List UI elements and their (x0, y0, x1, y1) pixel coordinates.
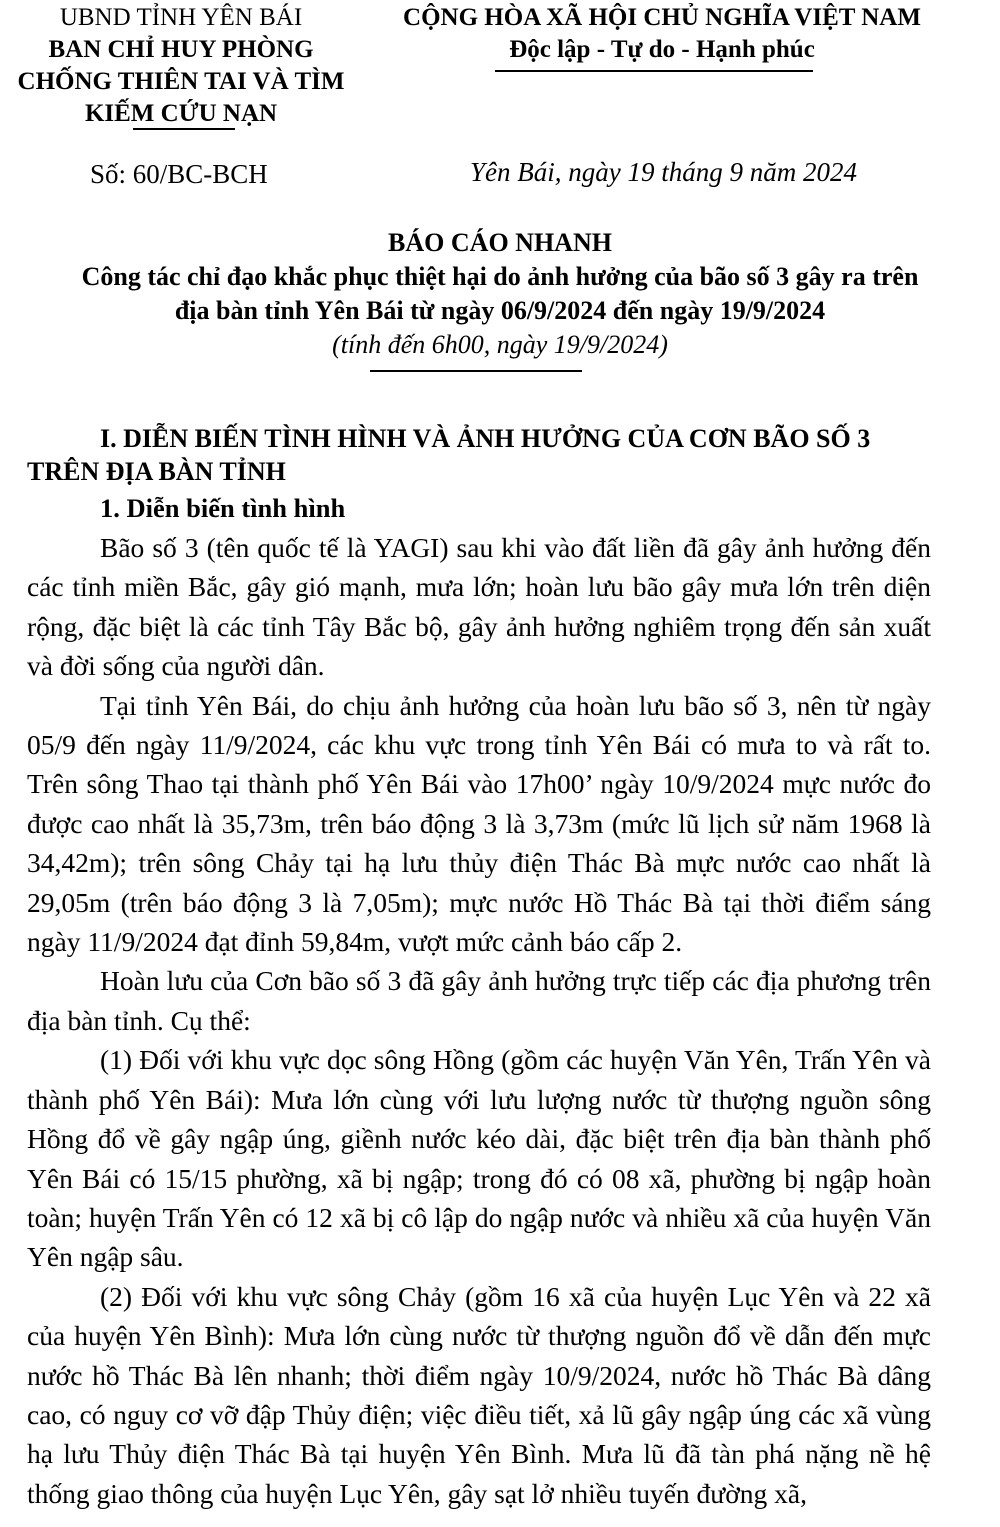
country-name: CỘNG HÒA XÃ HỘI CHỦ NGHĨA VIỆT NAM (403, 4, 921, 31)
org-name-line-3: KIẾM CỨU NẠN (84, 100, 278, 127)
province-name: UBND TỈNH YÊN BÁI (59, 4, 303, 31)
paragraph: Tại tỉnh Yên Bái, do chịu ảnh hưởng của hoàn lưu bão số 3, nên từ ngày 05/9 đến ngày 11/9/2024, các khu vực trong tỉnh Yên Bái có mưa to và rất to. Trên sông Thao tại thành phố Yên Bái vào 17h00’ ngày 10/9/2024 mực nước đo được cao nhất là 35,73m, trên báo động 3 là 3,73m (mức lũ lịch sử năm 1968 là 34,42m); trên sông Chảy tại hạ lưu thủy điện Thác Bà mực nước cao nhất là 29,05m (trên báo động 3 là 7,05m); mực nước Hồ Thác Bà tại thời điểm sáng ngày 11/9/2024 đạt đỉnh 59,84m, vượt mức cảnh báo cấp 2. (27, 689, 931, 958)
national-motto: Độc lập - Tự do - Hạnh phúc (509, 36, 815, 63)
report-subtitle-line-2: địa bàn tỉnh Yên Bái từ ngày 06/9/2024 đến ngày 19/9/2024 (174, 296, 826, 325)
report-title: BÁO CÁO NHANH (388, 228, 612, 257)
authority-underline (133, 128, 235, 130)
paragraph: Hoàn lưu của Cơn bão số 3 đã gây ảnh hưởng trực tiếp các địa phương trên địa bàn tỉnh. Cụ thể: (27, 965, 931, 1036)
section-heading: I. DIỄN BIẾN TÌNH HÌNH VÀ ẢNH HƯỞNG CỦA CƠN BÃO SỐ 3 TRÊN ĐỊA BÀN TỈNH (27, 424, 871, 486)
paragraph: (1) Đối với khu vực dọc sông Hồng (gồm các huyện Văn Yên, Trấn Yên và thành phố Yên Bái): Mưa lớn cùng với lưu lượng nước từ thượng nguồn sông Hồng đổ về gây ngập úng, giềnh nước kéo dài, đặc biệt trên địa bàn thành phố Yên Bái có 15/15 phường, xã bị ngập; trong đó có 08 xã, phường bị ngập hoàn toàn; huyện Trấn Yên có 12 xã bị cô lập do ngập nước và nhiều xã của huyện Văn Yên ngập sâu. (27, 1044, 931, 1273)
paragraph: (2) Đối với khu vực sông Chảy (gồm 16 xã của huyện Lục Yên và 22 xã của huyện Yên Bình): Mưa lớn cùng nước từ thượng nguồn đổ về dẫn đến mực nước hồ Thác Bà lên nhanh; thời điểm ngày 10/9/2024, nước hồ Thác Bà dâng cao, có nguy cơ vỡ đập Thủy điện; việc điều tiết, xả lũ gây ngập úng các xã vùng hạ lưu Thủy điện Thác Bà tại huyện Yên Bình. Mưa lũ đã tàn phá nặng nề hệ thống giao thông của huyện Lục Yên, gây sạt lở nhiều tuyến đường xã, (27, 1280, 931, 1509)
document-header (0, 0, 1000, 140)
paragraph: Bão số 3 (tên quốc tế là YAGI) sau khi vào đất liền đã gây ảnh hưởng đến các tỉnh miền Bắc, gây gió mạnh, mưa lớn; hoàn lưu bão gây mưa lớn trên diện rộng, đặc biệt là các tỉnh Tây Bắc bộ, gây ảnh hưởng nghiêm trọng đến sản xuất và đời sống của người dân. (27, 532, 931, 682)
org-name-line-1: BAN CHỈ HUY PHÒNG (48, 36, 314, 63)
title-underline (370, 370, 582, 372)
report-time-note: (tính đến 6h00, ngày 19/9/2024) (332, 330, 668, 359)
subsection-heading: 1. Diễn biến tình hình (100, 493, 346, 523)
national-heading (382, 2, 942, 66)
report-title-block (20, 226, 980, 362)
issuing-authority (0, 2, 362, 130)
report-subtitle-line-1: Công tác chỉ đạo khắc phục thiệt hại do ảnh hưởng của bão số 3 gây ra trên (81, 262, 919, 291)
report-body (27, 422, 931, 1513)
document-date: Yên Bái, ngày 19 tháng 9 năm 2024 (470, 157, 857, 187)
motto-underline (495, 70, 813, 72)
document-number: Số: 60/BC-BCH (90, 159, 268, 189)
org-name-line-2: CHỐNG THIÊN TAI VÀ TÌM (17, 68, 345, 95)
